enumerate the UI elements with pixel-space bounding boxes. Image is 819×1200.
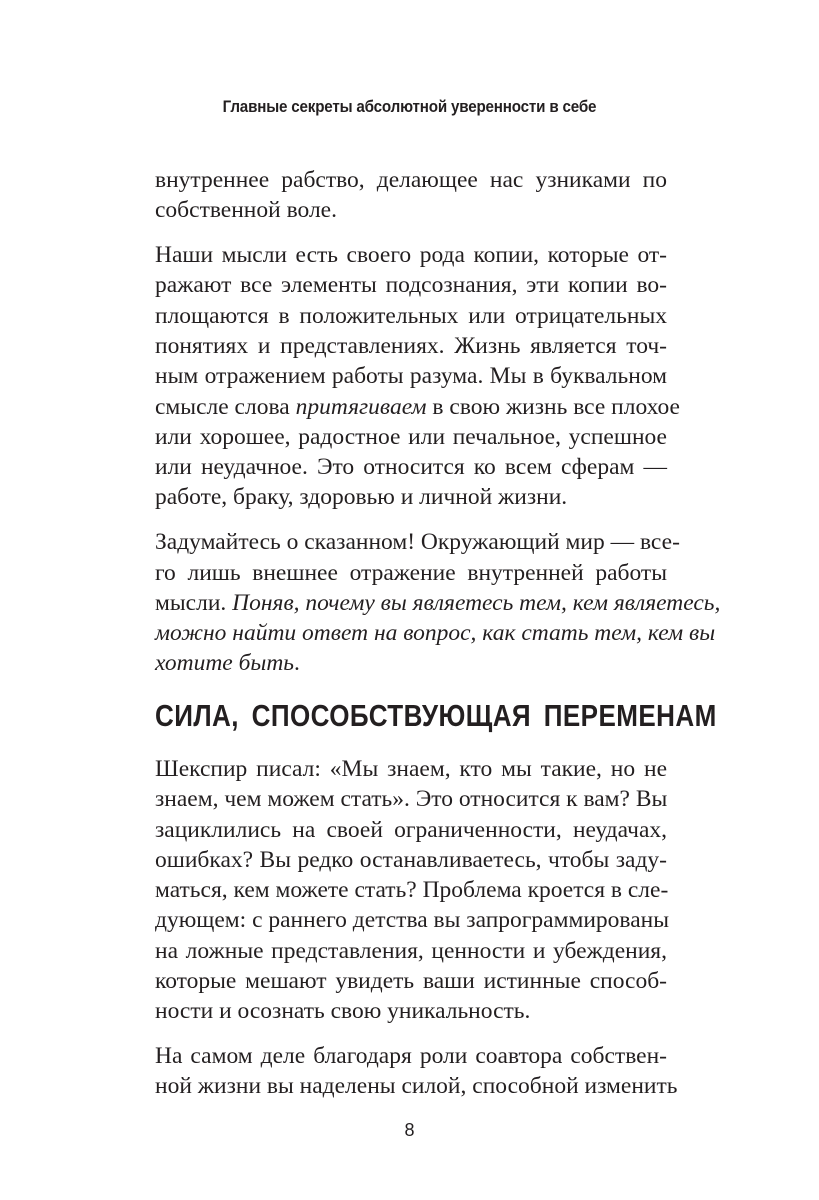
text-line: [155, 392, 680, 422]
text-line: [155, 527, 680, 557]
text-line: [155, 195, 667, 225]
paragraph: [155, 754, 670, 1027]
text-line: [155, 815, 667, 845]
paragraph: [155, 165, 667, 226]
text-line: [155, 452, 667, 482]
text: в свою жизнь все плохое: [426, 393, 680, 420]
text: .: [294, 650, 300, 677]
running-head: Главные секреты абсолютной уверенности в себе: [222, 98, 597, 116]
text-line: [155, 558, 667, 588]
text: ошибках? Вы редко останавливаетесь, чтобы заду-: [155, 846, 667, 873]
text: мысли.: [155, 589, 233, 616]
section-heading: СИЛА, СПОСОБСТВУЮЩАЯ ПЕРЕМЕНАМ: [155, 698, 717, 733]
text: Наши мысли есть своего рода копии, которые от-: [155, 242, 667, 269]
text: ной жизни вы наделены силой, способной изменить: [155, 1073, 678, 1100]
text: смысле слова: [155, 393, 296, 420]
text-line: [155, 1071, 678, 1101]
page-number: 8: [404, 1120, 415, 1140]
text: маться, кем можете стать? Проблема кроется в сле-: [155, 877, 669, 904]
body-text-after-heading: [155, 754, 678, 1102]
text-line: [155, 845, 667, 875]
text-line: [155, 301, 667, 331]
text: которые мешают увидеть ваши истинные способ-: [155, 968, 667, 995]
italic-text: хотите быть: [155, 650, 294, 677]
text: На самом деле благодаря роли соавтора собствен-: [155, 1043, 667, 1070]
text-line: [155, 165, 667, 195]
text: или неудачное. Это относится ко всем сферам —: [155, 454, 667, 481]
text: работе, браку, здоровью и личной жизни.: [155, 484, 568, 511]
italic-text: притягиваем: [295, 393, 427, 420]
text: ным отражением работы разума. Мы в буквальном: [155, 363, 667, 390]
text-line: [155, 936, 667, 966]
text-line: [155, 1041, 667, 1071]
text: Шекспир писал: «Мы знаем, кто мы такие, но не: [155, 756, 667, 782]
text-line: [155, 905, 670, 935]
italic-text: можно найти ответ на вопрос, как стать тем, кем вы: [155, 620, 716, 647]
text-line: [155, 875, 667, 905]
text-line: [155, 331, 667, 361]
text-line: [155, 996, 667, 1026]
text-line: [155, 270, 667, 300]
text-line: [155, 240, 667, 270]
text-line: [155, 618, 716, 648]
text-line: [155, 482, 667, 512]
text: ности и осознать свою уникальность.: [155, 998, 531, 1025]
text: на ложные представления, ценности и убеждения,: [155, 937, 667, 964]
text: понятиях и представлениях. Жизнь является точ-: [155, 332, 667, 359]
body-text-before-heading: [155, 165, 721, 679]
text-line: [155, 784, 667, 814]
text: или хорошее, радостное или печальное, успешное: [155, 423, 667, 450]
paragraph: [155, 1041, 678, 1102]
paragraph: [155, 527, 721, 678]
text: знаем, чем можем стать». Это относится к вам? Вы: [155, 786, 668, 813]
text: дующем: с раннего детства вы запрограммированы: [155, 907, 670, 934]
text-line: [155, 588, 721, 618]
text-line: [155, 422, 667, 452]
italic-text: Поняв, почему вы являетесь тем, кем являетесь,: [232, 589, 721, 616]
text: внутреннее рабство, делающее нас узниками по: [155, 167, 667, 193]
text: Задумайтесь о сказанном! Окружающий мир — все-: [155, 529, 680, 556]
text-line: [155, 361, 667, 391]
text-line: [155, 754, 667, 784]
text: ражают все элементы подсознания, эти копии во-: [155, 272, 667, 299]
text: зациклились на своей ограниченности, неудачах,: [155, 816, 667, 843]
text: собственной воле.: [155, 197, 337, 224]
text-line: [155, 966, 667, 996]
text: го лишь внешнее отражение внутренней работы: [155, 559, 667, 586]
text-line: [155, 648, 667, 678]
paragraph: [155, 240, 680, 513]
text: площаются в положительных или отрицательных: [155, 302, 667, 329]
